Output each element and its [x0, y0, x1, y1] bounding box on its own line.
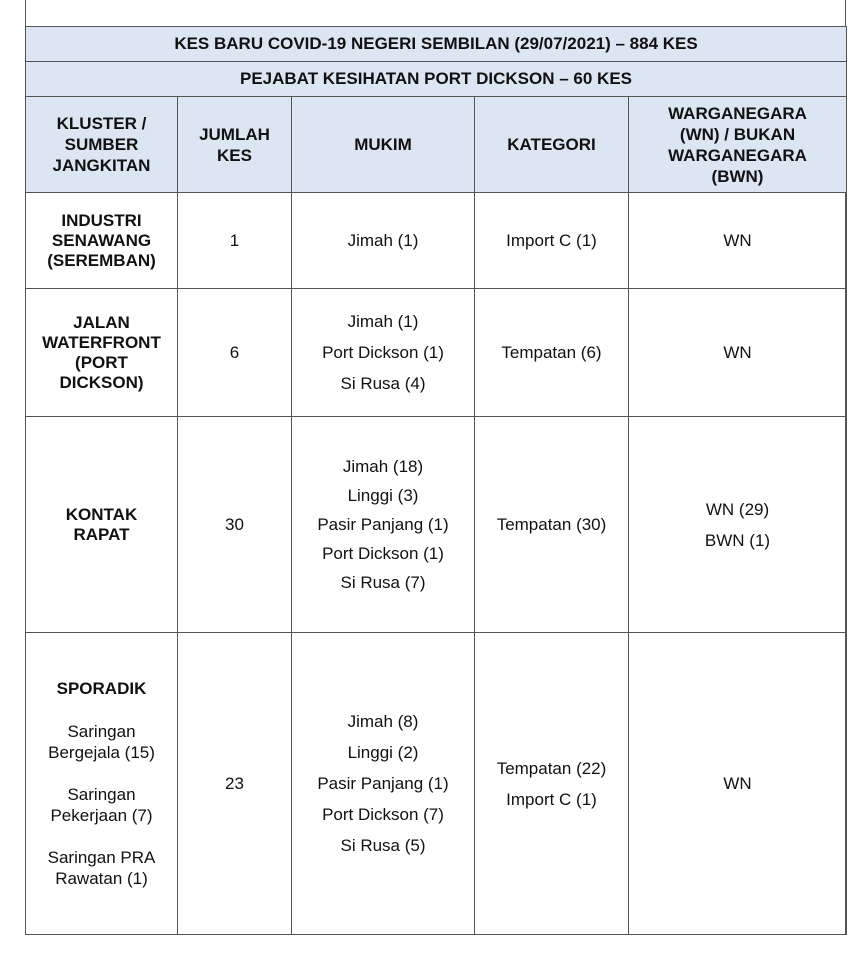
cell-kategori: Import C (1) — [475, 193, 629, 289]
cell-kategori: Tempatan (30) — [475, 417, 629, 633]
cell-wn: WN — [629, 289, 847, 417]
cell-wn: WN — [629, 633, 847, 935]
cell-wn: WN — [629, 193, 847, 289]
cell-jumlah: 30 — [178, 417, 292, 633]
cell-kluster: SPORADIK Saringan Bergejala (15) Saringan Pekerjaan (7) Saringan PRA Rawatan (1) — [26, 633, 178, 935]
cell-kluster: INDUSTRI SENAWANG (SEREMBAN) — [26, 193, 178, 289]
cell-jumlah: 23 — [178, 633, 292, 935]
header-row — [26, 97, 847, 193]
cell-mukim: Jimah (1) Port Dickson (1) Si Rusa (4) — [292, 289, 475, 417]
table-row — [26, 633, 847, 935]
cell-jumlah: 1 — [178, 193, 292, 289]
header-kluster: KLUSTER / SUMBER JANGKITAN — [26, 97, 178, 193]
table-row — [26, 289, 847, 417]
header-warganegara: WARGANEGARA (WN) / BUKAN WARGANEGARA (BWN) — [629, 97, 847, 193]
cell-mukim: Jimah (8) Linggi (2) Pasir Panjang (1) Port Dickson (7) Si Rusa (5) — [292, 633, 475, 935]
table-title: KES BARU COVID-19 NEGERI SEMBILAN (29/07/2021) – 884 KES — [26, 27, 847, 62]
cell-kategori: Tempatan (22) Import C (1) — [475, 633, 629, 935]
header-kategori: KATEGORI — [475, 97, 629, 193]
cell-kluster: JALAN WATERFRONT (PORT DICKSON) — [26, 289, 178, 417]
title-row — [26, 27, 847, 62]
header-mukim: MUKIM — [292, 97, 475, 193]
cell-kluster: KONTAK RAPAT — [26, 417, 178, 633]
subtitle-row — [26, 62, 847, 97]
cell-wn: WN (29) BWN (1) — [629, 417, 847, 633]
cell-mukim: Jimah (1) — [292, 193, 475, 289]
cell-jumlah: 6 — [178, 289, 292, 417]
cell-kategori: Tempatan (6) — [475, 289, 629, 417]
table-subtitle: PEJABAT KESIHATAN PORT DICKSON – 60 KES — [26, 62, 847, 97]
header-jumlah: JUMLAH KES — [178, 97, 292, 193]
table-row — [26, 417, 847, 633]
cell-mukim: Jimah (18) Linggi (3) Pasir Panjang (1) Port Dickson (1) Si Rusa (7) — [292, 417, 475, 633]
table-row — [26, 193, 847, 289]
covid-cases-table — [25, 26, 847, 935]
